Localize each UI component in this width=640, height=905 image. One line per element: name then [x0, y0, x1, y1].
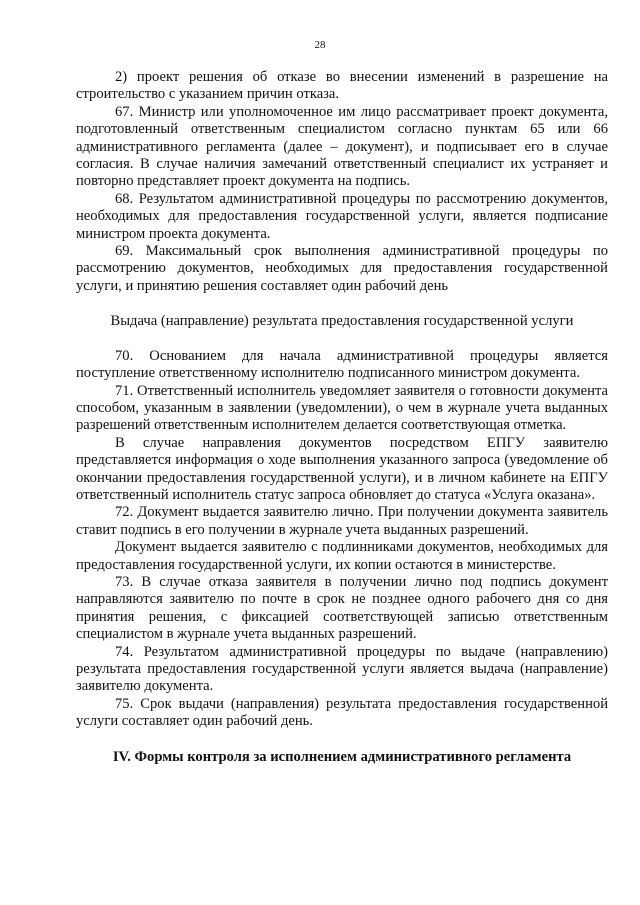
paragraph-74: 74. Результатом административной процедуры по выдаче (направлению) результата предоставления государственной услуги является выдача (направление) заявителю документа. — [76, 643, 608, 695]
paragraph-68: 68. Результатом административной процедуры по рассмотрению документов, необходимых для предоставления государственной услуги, является подписание министром проекта документа. — [76, 190, 608, 242]
document-body — [76, 69, 608, 766]
paragraph-epgu-notification: В случае направления документов посредством ЕПГУ заявителю представляется информация о ходе выполнения указанного запроса (уведомление об окончании предоставления государственной услуги), и в личном кабинете на ЕПГУ ответственный исполнитель статус запроса обновляет до статуса «Услуга оказана». — [76, 434, 608, 503]
section-heading-issuance: Выдача (направление) результата предоставления государственной услуги — [110, 313, 574, 330]
paragraph-item-2-refusal-amendment: 2) проект решения об отказе во внесении изменений в разрешение на строительство с указанием причин отказа. — [76, 69, 608, 103]
paragraph-69: 69. Максимальный срок выполнения административной процедуры по рассмотрению документов, необходимых для предоставления государственной услуги, и принятию решения составляет один рабочий день — [76, 243, 608, 294]
paragraph-70: 70. Основанием для начала административной процедуры является поступление ответственному исполнителю подписанного министром документа. — [76, 347, 608, 382]
section-heading-control-forms: IV. Формы контроля за исполнением административного регламента — [112, 748, 572, 765]
paragraph-71: 71. Ответственный исполнитель уведомляет заявителя о готовности документа способом, указанным в заявлении (уведомлении), о чем в журнале учета выданных разрешений ответственным исполнителем делается соответствующая отметка. — [76, 382, 608, 434]
paragraph-73: 73. В случае отказа заявителя в получении лично под подпись документ направляются заявителю по почте в срок не позднее одного рабочего дня со дня принятия решения, с фиксацией соответствующей записью ответственным специалистом в журнале учета выданных разрешений. — [76, 573, 608, 643]
paragraph-documents-returned: Документ выдается заявителю с подлинниками документов, необходимых для предоставления государственной услуги, их копии остаются в министерстве. — [76, 539, 608, 573]
page-number: 28 — [314, 39, 326, 51]
paragraph-75: 75. Срок выдачи (направления) результата предоставления государственной услуги составляет один рабочий день. — [76, 695, 608, 730]
paragraph-72: 72. Документ выдается заявителю лично. При получении документа заявитель ставит подпись в его получении в журнале учета выданных разрешений. — [76, 504, 608, 538]
paragraph-67: 67. Министр или уполномоченное им лицо рассматривает проект документа, подготовленный ответственным специалистом согласно пунктам 65 или 66 административного регламента (далее – документ), и подписывает его в случае согласия. В случае наличия замечаний ответственный специалист их устраняет и повторно представляет проект документа на подпись. — [76, 103, 608, 190]
